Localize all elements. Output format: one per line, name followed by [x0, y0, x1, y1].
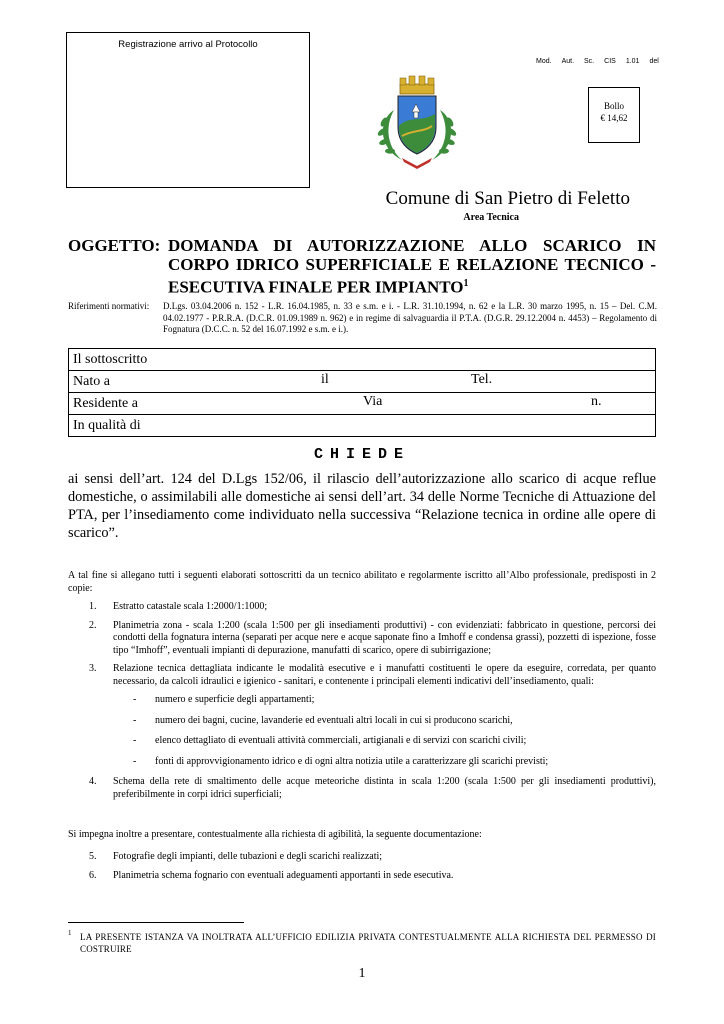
form-row-qualita [69, 415, 656, 437]
form-row-sottoscritto [69, 349, 656, 371]
label-nato-a: Nato a [73, 373, 110, 389]
page-number: 1 [358, 966, 366, 981]
version-label: 1.01 [625, 58, 640, 65]
footnote-text: LA PRESENTE ISTANZA VA INOLTRATA ALL’UFFICIO EDILIZIA PRIVATA CONTESTUALMENTE ALLA RICHIESTA DEL PERMESSO DI COSTRUIRE [80, 932, 656, 954]
footnote-mark: 1 [68, 929, 72, 937]
field-in-qualita[interactable] [69, 415, 656, 437]
subject-label: OGGETTO: [68, 236, 161, 255]
del-label: del [649, 58, 659, 65]
label-in-qualita: In qualità di [73, 417, 141, 433]
bollo-amount: € 14,62 [600, 113, 628, 123]
sub-item-text: numero e superficie degli appartamenti; [155, 694, 315, 705]
footnote-divider [68, 922, 244, 923]
applicant-form [68, 348, 656, 437]
department-name: Area Tecnica [463, 212, 519, 223]
label-residente-a: Residente a [73, 395, 138, 411]
sub-list-item [113, 715, 656, 728]
list-item-text: Relazione tecnica dettagliata indicante le modalità esecutive e i manufatti costituenti le opere da eseguire, corredata, per quanto necessario, da calcoli idraulici e igienico - sanitari, e contenente i principali elementi indicativi dell’insediamento, quali: [113, 663, 656, 687]
sub-item-text: elenco dettagliato di eventuali attività commerciali, artigianali e di servizi con scarichi civili; [155, 735, 527, 746]
subject-line-2: CORPO IDRICO SUPERFICIALE E RELAZIONE TECNICO - [168, 255, 656, 274]
request-heading: CHIEDE [313, 446, 410, 463]
form-row-nascita [69, 371, 656, 393]
list-item [68, 663, 656, 768]
list-item-text: Fotografie degli impianti, delle tubazioni e degli scarichi realizzati; [113, 851, 383, 862]
list-item [68, 620, 656, 658]
footnote-ref: 1 [463, 278, 469, 289]
municipal-crest-icon [372, 70, 462, 170]
legal-references-text: D.Lgs. 03.04.2006 n. 152 - L.R. 16.04.1985, n. 33 e s.m. e i. - L.R. 31.10.1994, n. 62 e la L.R. 30 marzo 1995, n. 15 – Del. C.M. 04.02.1977 - P.R.R.A. (D.C.R. 01.09.1989 n. 962) e in regime di salvaguardia il P.T.A. (D.G.R. 29.12.2004 n. 4453) – Regolamento di Fognatura (D.C.C. n. 52 del 16.07.1992 e s.m. e i.). [163, 301, 657, 334]
stamp-duty-box [588, 87, 640, 143]
sub-dash: - [133, 694, 137, 705]
attachments-list [68, 601, 656, 807]
list-item-text: Planimetria zona - scala 1:200 (scala 1:500 per gli insediamenti produttivi) - con evidenziati: fabbricato in questione, percorsi dei condotti della fognatura interna (separati per acque nere e acque saponate fino a Imhoff e condensa grassi), pozzetti di ispezione, fosse tipo “Imhoff”, eventuali impianti di depurazione, manufatti di scarico, opere di subirrigazione; [113, 619, 656, 656]
field-sottoscritto[interactable] [69, 349, 656, 371]
crest-shield [398, 96, 436, 154]
protocol-registration-box [66, 32, 310, 188]
sub-list [113, 694, 656, 768]
list-item-number: 4. [89, 776, 97, 787]
sub-dash: - [133, 714, 137, 726]
label-via: Via [363, 394, 383, 409]
sc-label: Sc. [584, 58, 595, 65]
crest-ribbon [402, 158, 432, 169]
sub-list-item [113, 694, 656, 707]
request-paragraph: ai sensi dell’art. 124 del D.Lgs 152/06, il rilascio dell’autorizzazione allo scarico di acque reflue domestiche, o assimilabili alle domestiche ai sensi dell’art. 34 delle Norme Tecniche di Attuazione del PTA, per l’insediamento come individuato nella successiva “Relazione tecnica in ordine alle opere di scarico”. [68, 471, 656, 541]
sub-list-item [113, 735, 656, 748]
field-nato-a[interactable] [69, 371, 656, 393]
cis-label: CIS [604, 58, 616, 65]
list-item-number: 1. [89, 601, 97, 612]
label-sottoscritto: Il sottoscritto [73, 351, 148, 367]
label-il: il [321, 372, 329, 387]
list-item-text: Schema della rete di smaltimento delle acque meteoriche distinta in scala 1:200 (scala 1:500 per gli insediamenti produttivi), preferibilmente in corpi idrici superficiali; [113, 776, 656, 800]
sub-dash: - [133, 735, 137, 746]
field-residente-a[interactable] [69, 393, 656, 415]
list-item [68, 601, 656, 614]
aut-label: Aut. [561, 58, 575, 65]
bollo-label: Bollo [603, 101, 624, 111]
list-item-number: 6. [89, 869, 97, 881]
sub-dash: - [133, 755, 137, 767]
list-item-number: 5. [89, 851, 97, 862]
list-item [68, 870, 656, 883]
attachments-intro: A tal fine si allegano tutti i seguenti elaborati sottoscritti da un tecnico abilitato e regolarmente iscritto all’Albo professionale, predisposti in 2 copie: [68, 570, 656, 594]
list-item [68, 776, 656, 801]
sub-item-text: fonti di approvvigionamento idrico e di ogni altra notizia utile a caratterizzare gli scarichi previsti; [155, 755, 549, 767]
legal-references-label: Riferimenti normativi: [68, 301, 150, 311]
subject-text [168, 236, 656, 297]
subject-line-3: ESECUTIVA FINALE PER IMPIANTO [168, 277, 464, 297]
protocol-label: Registrazione arrivo al Protocollo [118, 39, 258, 50]
label-tel: Tel. [471, 372, 493, 387]
subject-line-1: DOMANDA DI AUTORIZZAZIONE ALLO SCARICO IN [168, 236, 656, 255]
sub-item-text: numero dei bagni, cucine, lavanderie ed eventuali altri locali in cui si producono scarichi, [155, 714, 513, 726]
list-item-text: Planimetria schema fognario con eventuali adeguamenti apportanti in sede esecutiva. [113, 869, 454, 881]
municipality-name: Comune di San Pietro di Feletto [385, 188, 630, 209]
list-item-text: Estratto catastale scala 1:2000/1:1000; [113, 601, 268, 612]
commitment-list [68, 851, 656, 888]
crest-crown [400, 76, 434, 94]
commitment-intro: Si impegna inoltre a presentare, contestualmente alla richiesta di agibilità, la seguente documentazione: [68, 829, 482, 840]
sub-list-item [113, 756, 656, 769]
list-item-number: 3. [89, 663, 97, 674]
form-row-residenza [69, 393, 656, 415]
mod-label: Mod. [536, 58, 552, 65]
list-item-number: 2. [89, 619, 97, 631]
label-numero: n. [591, 394, 602, 409]
list-item [68, 851, 656, 864]
module-reference [536, 58, 669, 65]
